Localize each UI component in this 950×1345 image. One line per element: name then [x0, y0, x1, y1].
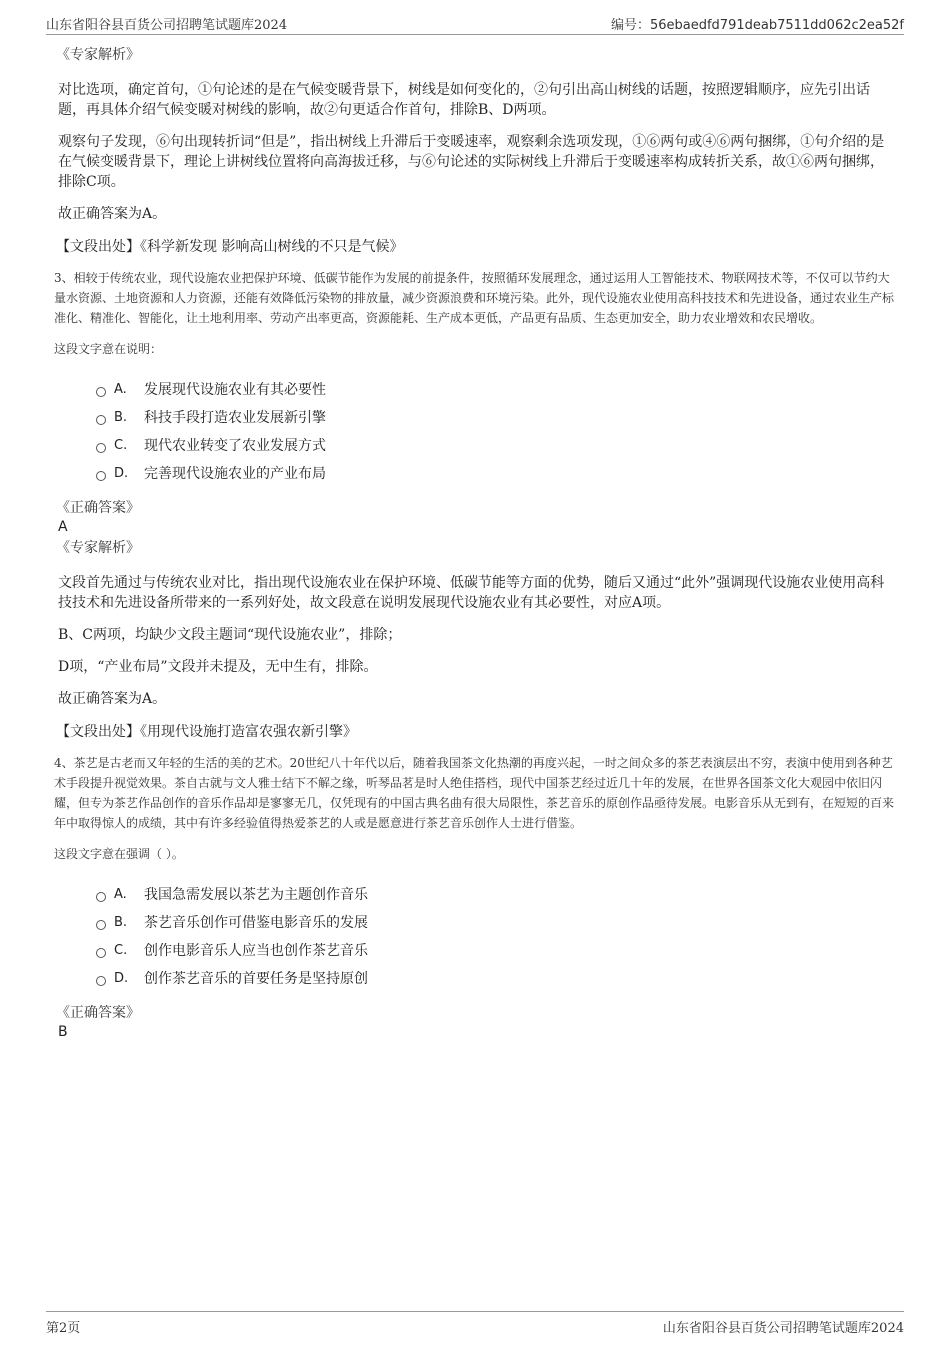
- option-letter: C.: [114, 437, 128, 453]
- passage-source: 【文段出处】《科学新发现 影响高山树线的不只是气候》: [56, 239, 404, 255]
- analysis-paragraph: 故正确答案为A。: [58, 206, 167, 222]
- question-3-options: [96, 375, 896, 487]
- correct-answer-label: 《正确答案》: [56, 1005, 140, 1021]
- page-content: [56, 44, 896, 1042]
- correct-answer-value: A: [58, 519, 68, 535]
- question-4-text: 4、茶艺是古老而又年轻的生活的美的艺术。20世纪八十年代以后，随着我国茶文化热潮的再度兴起，一时之间众多的茶艺表演层出不穷，表演中使用到各种艺术手段提升视觉效果。茶自古就与文人雅士结下不解之缘，听琴品茗是时人绝佳搭档，现代中国茶艺经过近几十年的发展，在世界各国茶文化大观园中依旧闪耀，但专为茶艺作品创作的音乐作品却是寥寥无几，仅凭现有的中国古典名曲有很大局限性，茶艺音乐的原创作品亟待发展。电影音乐从无到有，在短短的百来年中取得惊人的成绩，其中有许多经验值得热爱茶艺的人或是愿意进行茶艺音乐创作人士进行借鉴。: [54, 756, 895, 830]
- radio-button-icon[interactable]: [96, 443, 106, 453]
- page-header: [46, 14, 904, 35]
- radio-button-icon[interactable]: [96, 892, 106, 902]
- question-4-options: [96, 880, 896, 992]
- option-letter: D.: [114, 970, 129, 986]
- footer-title: 山东省阳谷县百货公司招聘笔试题库2024: [662, 1320, 904, 1336]
- passage-source: 【文段出处】《用现代设施打造富农强农新引擎》: [56, 724, 357, 740]
- analysis-paragraph: B、C两项，均缺少文段主题词“现代设施农业”，排除；: [58, 627, 402, 643]
- option-letter: A.: [114, 886, 127, 902]
- option-b[interactable]: [96, 908, 896, 936]
- header-doc-id: 编号：56ebaedfd791deab7511dd062c2ea52f: [610, 17, 904, 33]
- analysis-paragraph: D项，“产业布局”文段并未提及，无中生有，排除。: [58, 659, 378, 675]
- option-letter: A.: [114, 381, 127, 397]
- expert-analysis-label: 《专家解析》: [56, 47, 140, 63]
- analysis-paragraph: 文段首先通过与传统农业对比，指出现代设施农业在保护环境、低碳节能等方面的优势，随后又通过“此外”强调现代设施农业使用高科技技术和先进设备所带来的一系列好处，故文段意在说明发展现代设施农业有其必要性，对应A项。: [58, 575, 885, 611]
- option-text: 完善现代设施农业的产业布局: [144, 466, 326, 482]
- page-number: 第2页: [46, 1320, 81, 1336]
- option-text: 创作茶艺音乐的首要任务是坚持原创: [144, 971, 368, 987]
- option-letter: D.: [114, 465, 129, 481]
- option-text: 现代农业转变了农业发展方式: [144, 438, 326, 454]
- radio-button-icon[interactable]: [96, 471, 106, 481]
- option-letter: B.: [114, 409, 128, 425]
- option-text: 我国急需发展以茶艺为主题创作音乐: [144, 887, 368, 903]
- analysis-paragraph: 观察句子发现，⑥句出现转折词“但是”，指出树线上升滞后于变暖速率，观察剩余选项发现，①⑥两句或④⑥两句捆绑，①句介绍的是在气候变暖背景下，理论上讲树线位置将向高海拔迁移，与⑥句论述的实际树线上升滞后于变暖速率构成转折关系，故①⑥两句捆绑，排除C项。: [58, 134, 885, 190]
- option-a[interactable]: [96, 375, 896, 403]
- radio-button-icon[interactable]: [96, 948, 106, 958]
- question-4-prompt: 这段文字意在强调（ ）。: [54, 847, 184, 861]
- expert-analysis-label: 《专家解析》: [56, 540, 140, 556]
- question-3-text: 3、相较于传统农业，现代设施农业把保护环境、低碳节能作为发展的前提条件，按照循环发展理念，通过运用人工智能技术、物联网技术等，不仅可以节约大量水资源、土地资源和人力资源，还能有效降低污染物的排放量，减少资源浪费和环境污染。此外，现代设施农业使用高科技技术和先进设备，通过农业生产标准化、精准化、智能化，让土地利用率、劳动产出率更高，资源能耗、生产成本更低，产品更有品质、生态更加安全，助力农业增效和农民增收。: [54, 271, 895, 325]
- option-c[interactable]: [96, 431, 896, 459]
- radio-button-icon[interactable]: [96, 415, 106, 425]
- option-text: 创作电影音乐人应当也创作茶艺音乐: [144, 943, 368, 959]
- analysis-paragraph: 故正确答案为A。: [58, 691, 167, 707]
- radio-button-icon[interactable]: [96, 976, 106, 986]
- page-footer: [46, 1311, 904, 1336]
- option-d[interactable]: [96, 964, 896, 992]
- option-text: 科技手段打造农业发展新引擎: [144, 410, 326, 426]
- correct-answer-value: B: [58, 1024, 68, 1040]
- analysis-paragraph: 对比选项，确定首句，①句论述的是在气候变暖背景下，树线是如何变化的，②句引出高山树线的话题，按照逻辑顺序，应先引出话题，再具体介绍气候变暖对树线的影响，故②句更适合作首句，排除B、D两项。: [58, 82, 870, 118]
- option-text: 茶艺音乐创作可借鉴电影音乐的发展: [144, 915, 368, 931]
- option-c[interactable]: [96, 936, 896, 964]
- radio-button-icon[interactable]: [96, 387, 106, 397]
- option-d[interactable]: [96, 459, 896, 487]
- question-3-prompt: 这段文字意在说明：: [54, 342, 163, 356]
- option-letter: C.: [114, 942, 128, 958]
- option-letter: B.: [114, 914, 128, 930]
- correct-answer-label: 《正确答案》: [56, 500, 140, 516]
- option-a[interactable]: [96, 880, 896, 908]
- option-b[interactable]: [96, 403, 896, 431]
- header-title: 山东省阳谷县百货公司招聘笔试题库2024: [46, 17, 288, 33]
- radio-button-icon[interactable]: [96, 920, 106, 930]
- option-text: 发展现代设施农业有其必要性: [144, 382, 326, 398]
